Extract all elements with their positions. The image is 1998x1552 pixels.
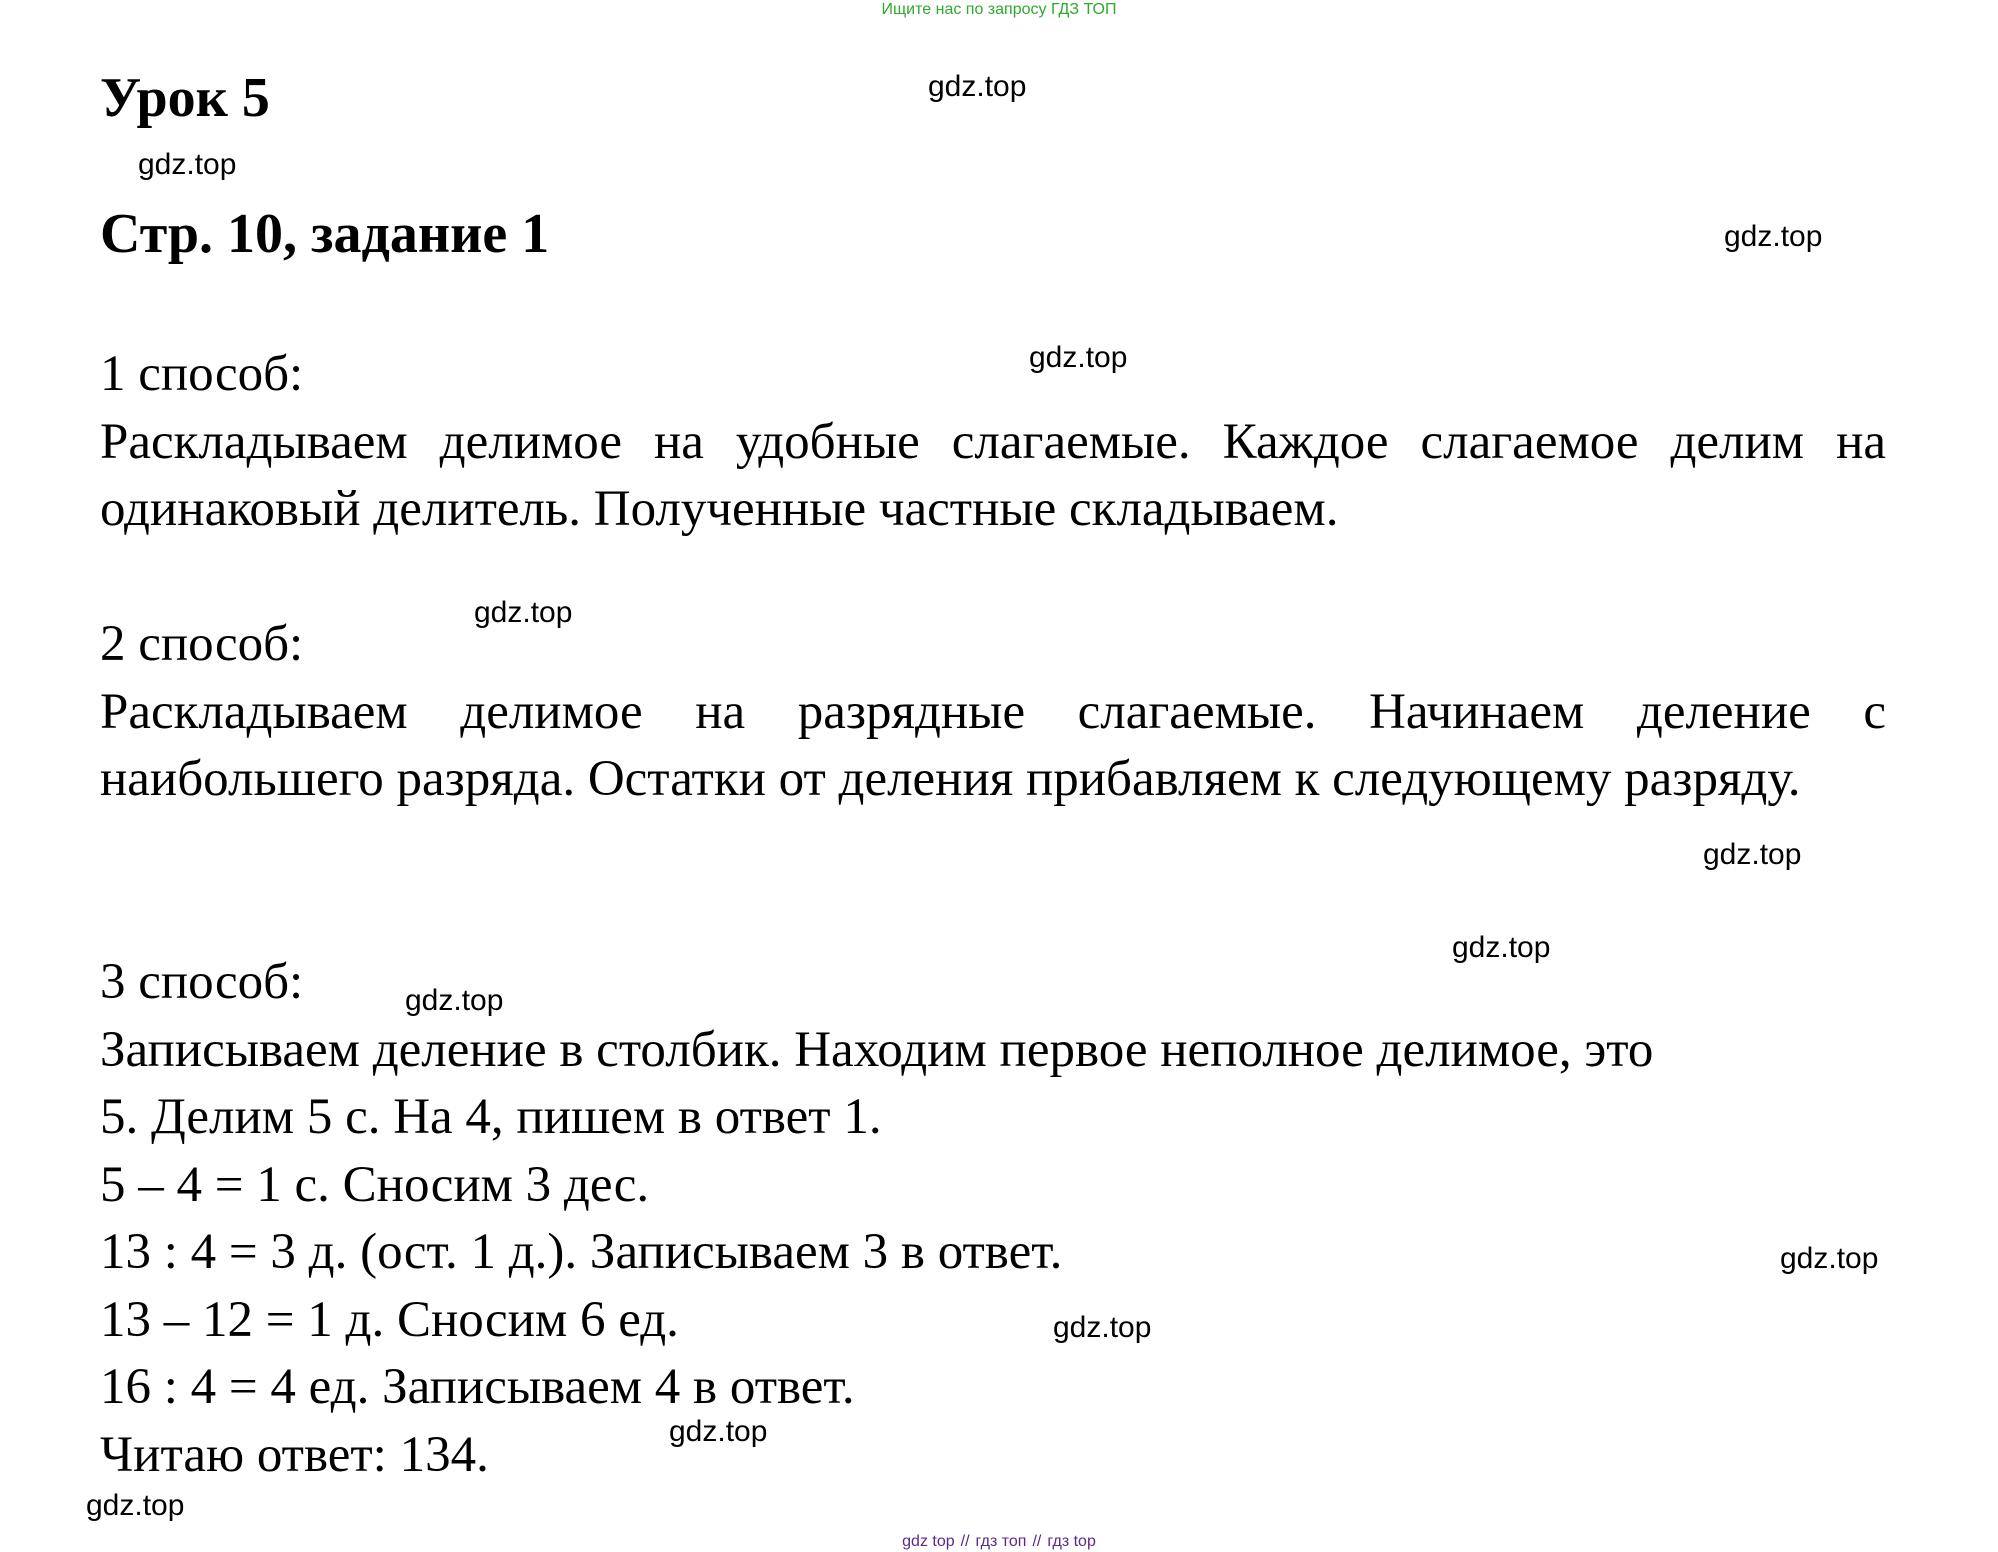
method-3-line: 13 : 4 = 3 д. (ост. 1 д.). Записываем 3 в ответ. (100, 1224, 1063, 1280)
method-2-block (100, 611, 1886, 814)
watermark: gdz.top (1703, 838, 1802, 871)
method-1-label: 1 способ: (100, 346, 304, 402)
top-banner: Ищите нас по запросу ГДЗ ТОП (881, 1, 1117, 18)
footer-link[interactable]: гдз топ (975, 1533, 1027, 1550)
watermark: gdz.top (86, 1489, 185, 1522)
method-3-block (100, 949, 1886, 1489)
method-3-line: 13 – 12 = 1 д. Сносим 6 ед. (100, 1291, 679, 1348)
method-1-text: Раскладываем делимое на удобные слагаемые. Каждое слагаемое делим на одинаковый делитель. Полученные частные складываем. (100, 413, 1886, 537)
method-3-label: 3 способ: (100, 954, 304, 1010)
method-3-line: Записываем деление в столбик. Находим первое неполное делимое, это (100, 1021, 1654, 1078)
watermark: gdz.top (1780, 1242, 1879, 1275)
lesson-title: Урок 5 (100, 67, 270, 129)
watermark: gdz.top (928, 70, 1027, 103)
footer-separator: // (1032, 1533, 1042, 1550)
footer-separator: // (960, 1533, 970, 1550)
watermark: gdz.top (1029, 341, 1128, 374)
method-1-block (100, 341, 1886, 544)
footer-link[interactable]: гдз top (1047, 1533, 1096, 1550)
watermark: gdz.top (405, 984, 504, 1017)
watermark: gdz.top (669, 1415, 768, 1448)
footer-links (0, 1532, 1998, 1552)
watermark: gdz.top (1452, 931, 1551, 964)
method-2-label: 2 способ: (100, 616, 304, 672)
watermark: gdz.top (1724, 220, 1823, 253)
watermark: gdz.top (138, 148, 237, 181)
watermark: gdz.top (1053, 1311, 1152, 1344)
method-3-answer: Читаю ответ: 134. (100, 1426, 489, 1483)
footer-link[interactable]: gdz top (902, 1533, 955, 1550)
task-title: Стр. 10, задание 1 (100, 203, 550, 265)
method-3-line: 5. Делим 5 с. На 4, пишем в ответ 1. (100, 1089, 882, 1145)
watermark: gdz.top (474, 596, 573, 629)
method-2-text: Раскладываем делимое на разрядные слагаемые. Начинаем деление с наибольшего разряда. Остатки от деления прибавляем к следующему разряду. (100, 683, 1886, 807)
method-3-line: 5 – 4 = 1 с. Сносим 3 дес. (100, 1156, 650, 1213)
method-3-line: 16 : 4 = 4 ед. Записываем 4 в ответ. (100, 1359, 855, 1415)
